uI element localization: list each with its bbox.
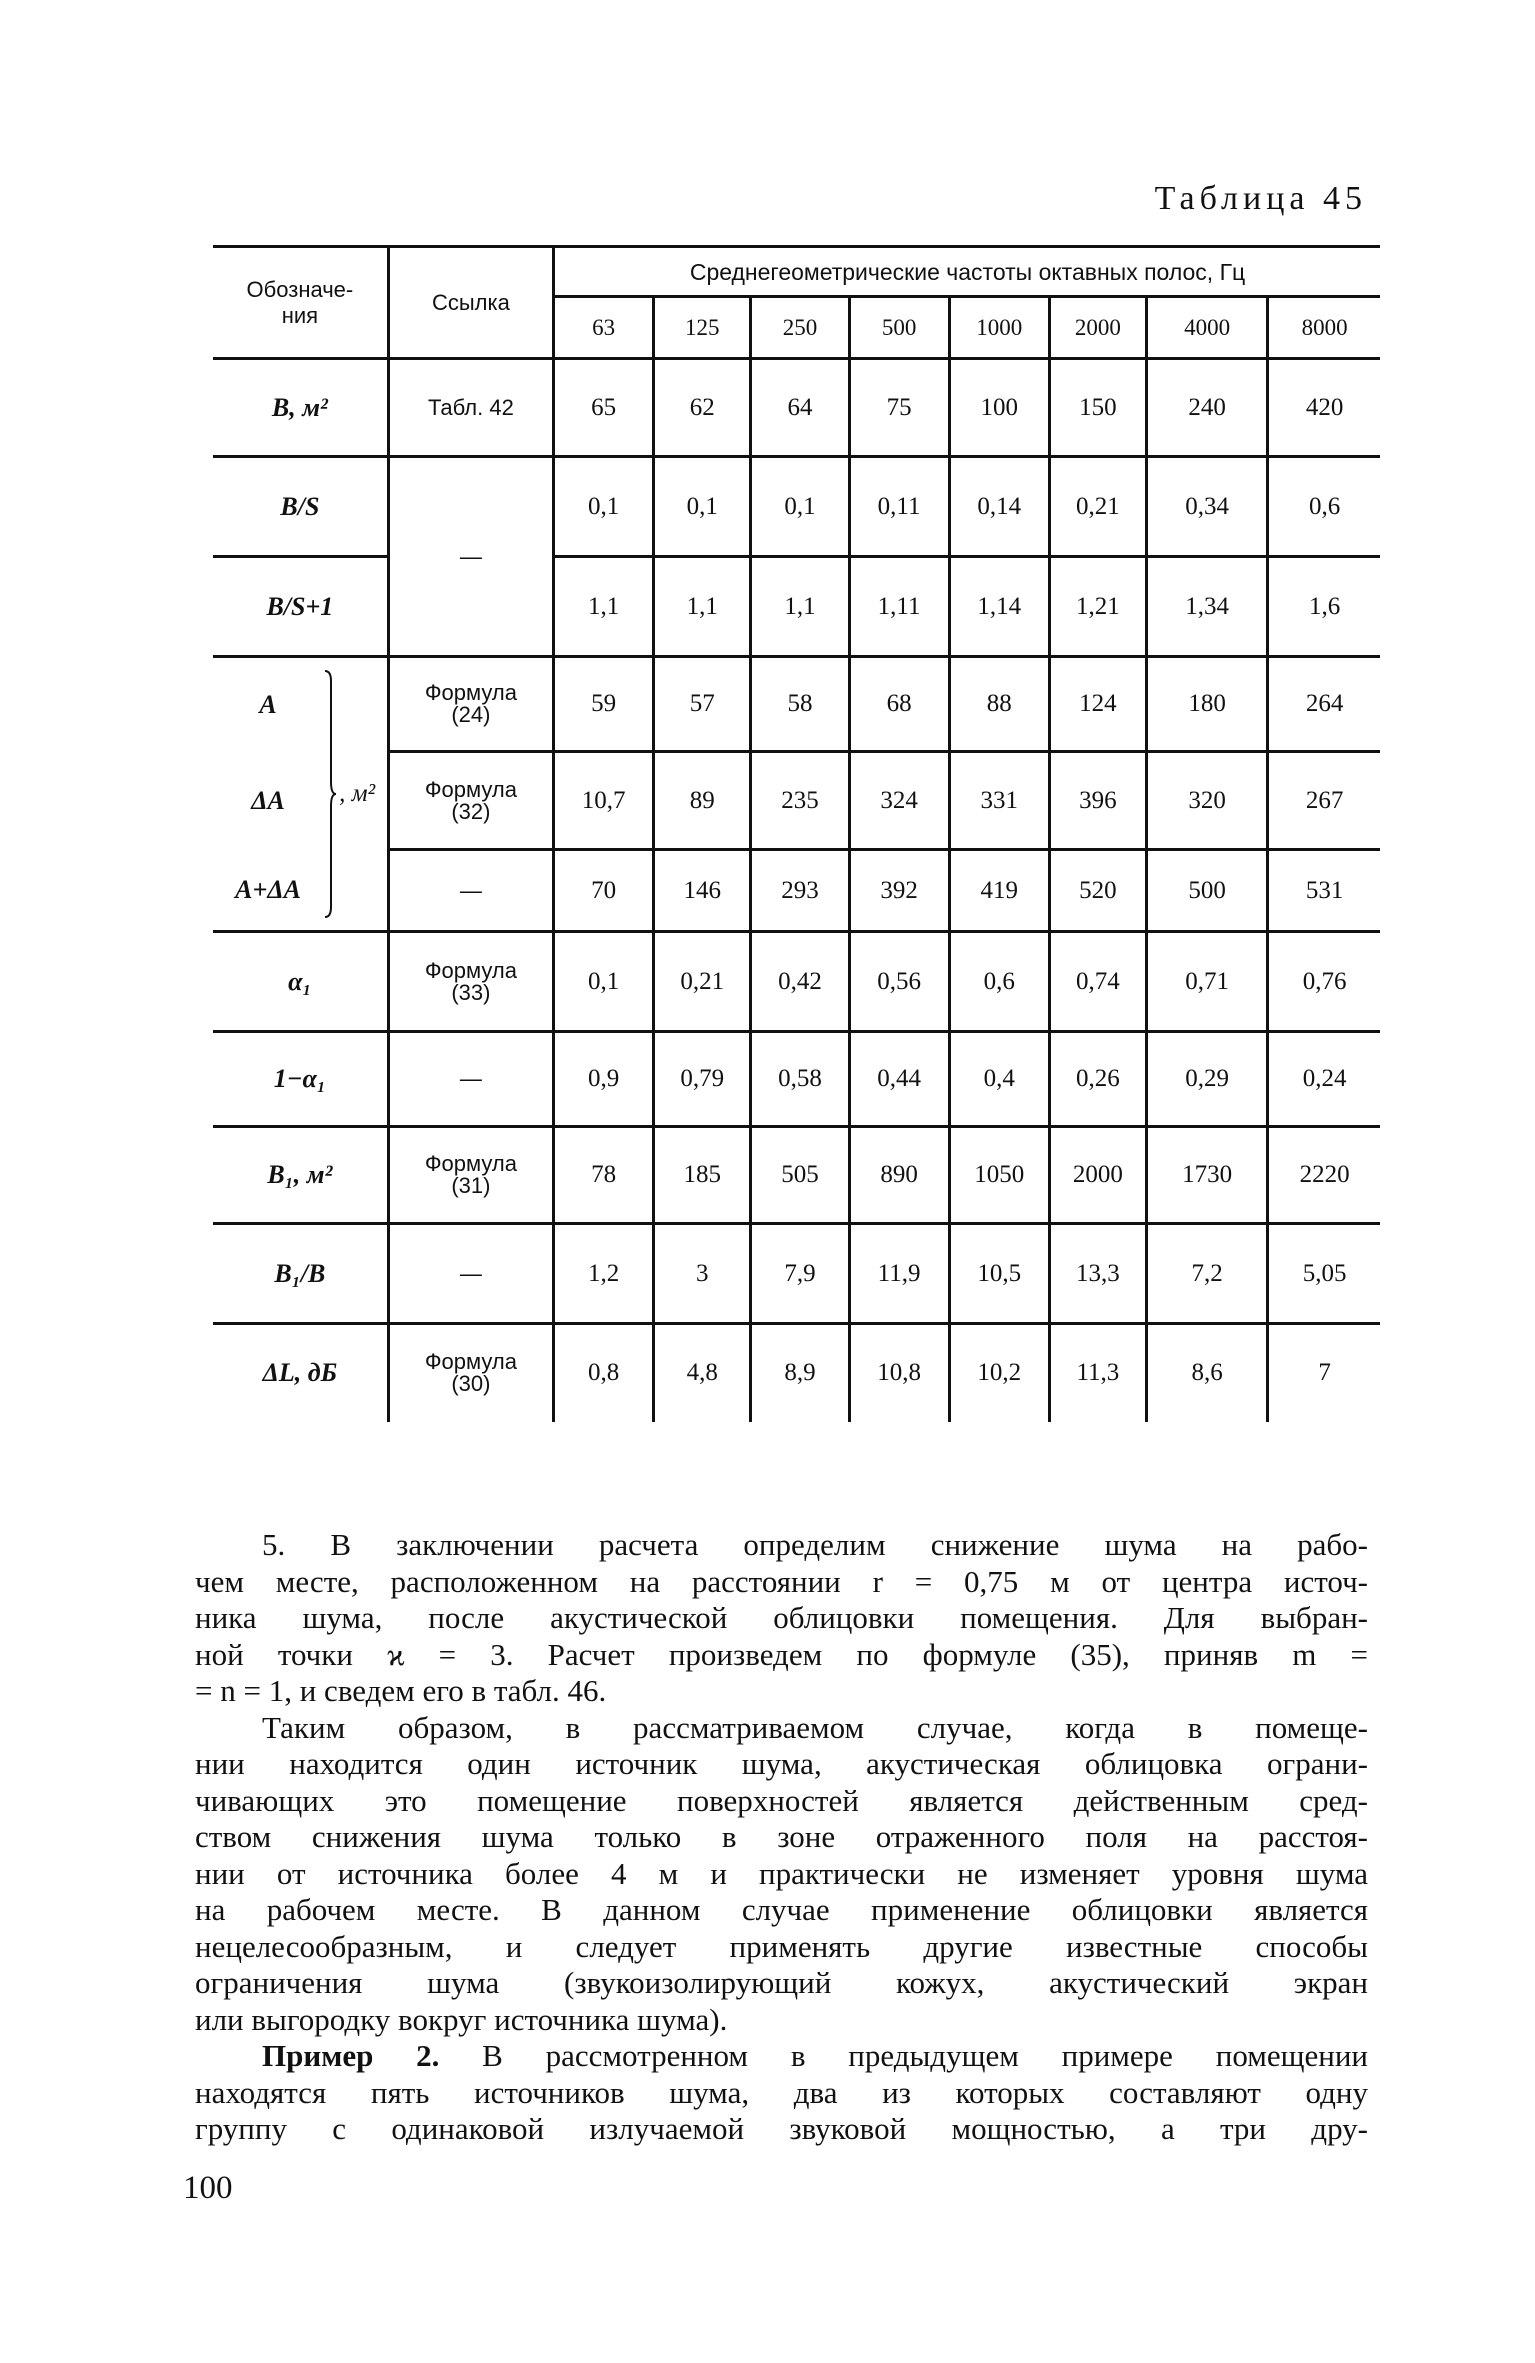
table-row bbox=[213, 850, 1380, 932]
table-cell: 331 bbox=[949, 752, 1049, 850]
header-frequencies-title: Среднегеометрические частоты октавных полос, Гц bbox=[554, 247, 1380, 297]
table-row bbox=[213, 359, 1380, 457]
group-unit bbox=[323, 657, 388, 932]
table-cell: 531 bbox=[1268, 850, 1380, 932]
header-row bbox=[213, 247, 1380, 297]
table-cell: 146 bbox=[654, 850, 751, 932]
table-cell: 264 bbox=[1268, 657, 1380, 752]
table-cell: 100 bbox=[949, 359, 1049, 457]
header-frequency: 8000 bbox=[1268, 297, 1380, 359]
table-cell: 89 bbox=[654, 752, 751, 850]
text-line: или выгородку вокруг источника шума). bbox=[195, 2001, 728, 2037]
table-cell: 0,6 bbox=[949, 932, 1049, 1032]
table-row bbox=[213, 752, 1380, 850]
header-frequency: 250 bbox=[751, 297, 849, 359]
table-row bbox=[213, 557, 1380, 657]
text-line-content: В рассмотренном в предыдущем примере помещении bbox=[439, 2038, 1369, 2073]
table-cell: 3 bbox=[654, 1224, 751, 1324]
text-line: ством снижения шума только в зоне отраженного поля на расстоя- bbox=[195, 1819, 1368, 1854]
text-line: Таким образом, в рассматриваемом случае, когда в помеще- bbox=[262, 1709, 1368, 1745]
table-cell: 88 bbox=[949, 657, 1049, 752]
page-number: 100 bbox=[183, 2170, 233, 2206]
table-cell: 293 bbox=[751, 850, 849, 932]
table-cell: 8,6 bbox=[1146, 1324, 1267, 1422]
row-reference: Формула (32) bbox=[388, 752, 553, 850]
paragraph bbox=[195, 1527, 1368, 1710]
header-frequency: 63 bbox=[554, 297, 654, 359]
table-cell: 0,58 bbox=[751, 1032, 849, 1127]
table-cell: 1,11 bbox=[849, 557, 949, 657]
table-cell: 0,8 bbox=[554, 1324, 654, 1422]
text-line: ника шума, после акустической облицовки помещения. Для выбран- bbox=[195, 1600, 1368, 1635]
table-cell: 0,44 bbox=[849, 1032, 949, 1127]
table-cell: 0,1 bbox=[654, 457, 751, 557]
table-cell: 235 bbox=[751, 752, 849, 850]
table-cell: 0,71 bbox=[1146, 932, 1267, 1032]
row-reference: Формула (33) bbox=[388, 932, 553, 1032]
table-cell: 1,1 bbox=[554, 557, 654, 657]
row-reference: Табл. 42 bbox=[388, 359, 553, 457]
text-line: нии находится один источник шума, акустическая облицовка ограни- bbox=[195, 1746, 1368, 1781]
text-line: на рабочем месте. В данном случае применение облицовки является bbox=[195, 1892, 1368, 1927]
header-frequency: 500 bbox=[849, 297, 949, 359]
table-cell: 1,34 bbox=[1146, 557, 1267, 657]
text-line: = n = 1, и сведем его в табл. 46. bbox=[195, 1673, 607, 1708]
table-cell: 1730 bbox=[1146, 1127, 1267, 1224]
table-cell: 419 bbox=[949, 850, 1049, 932]
table-cell: 890 bbox=[849, 1127, 949, 1224]
table-cell: 65 bbox=[554, 359, 654, 457]
table-cell: 0,9 bbox=[554, 1032, 654, 1127]
table-cell: 62 bbox=[654, 359, 751, 457]
table-cell: 1,21 bbox=[1049, 557, 1146, 657]
table-cell: 64 bbox=[751, 359, 849, 457]
text-line: чивающих это помещение поверхностей является действенным сред- bbox=[195, 1782, 1368, 1818]
table-cell: 150 bbox=[1049, 359, 1146, 457]
table-cell: 1050 bbox=[949, 1127, 1049, 1224]
row-symbol: ΔL, дБ bbox=[213, 1324, 388, 1422]
text-line: нецелесообразным, и следует применять другие известные способы bbox=[195, 1928, 1368, 1964]
table-cell: 1,1 bbox=[654, 557, 751, 657]
row-symbol: B₁, м² bbox=[213, 1127, 388, 1224]
table-cell: 68 bbox=[849, 657, 949, 752]
row-symbol: B, м² bbox=[213, 359, 388, 457]
text-line: группу с одинаковой излучаемой звуковой мощностью, а три дру- bbox=[195, 2111, 1368, 2146]
table-cell: 57 bbox=[654, 657, 751, 752]
table-cell: 4,8 bbox=[654, 1324, 751, 1422]
table-caption: Таблица 45 bbox=[1154, 180, 1367, 217]
table-cell: 505 bbox=[751, 1127, 849, 1224]
table-cell: 8,9 bbox=[751, 1324, 849, 1422]
table-cell: 0,6 bbox=[1268, 457, 1380, 557]
table-row bbox=[213, 457, 1380, 557]
row-symbol: B₁/B bbox=[213, 1224, 388, 1324]
row-symbol: A bbox=[213, 657, 323, 752]
row-reference: Формула (24) bbox=[388, 657, 553, 752]
table-cell: 10,2 bbox=[949, 1324, 1049, 1422]
text-line bbox=[195, 2038, 1368, 2075]
table-cell: 0,24 bbox=[1268, 1032, 1380, 1127]
table-cell: 59 bbox=[554, 657, 654, 752]
table-cell: 7,2 bbox=[1146, 1224, 1267, 1324]
row-symbol: α₁ bbox=[213, 932, 388, 1032]
row-symbol: A+ΔA bbox=[235, 874, 301, 904]
table-cell: 0,1 bbox=[554, 932, 654, 1032]
table-row bbox=[213, 1127, 1380, 1224]
header-frequency: 125 bbox=[654, 297, 751, 359]
table-cell: 0,21 bbox=[654, 932, 751, 1032]
table-cell: 392 bbox=[849, 850, 949, 932]
example-heading: Пример 2. bbox=[262, 2038, 440, 2073]
header-designation: Обозначе- ния bbox=[246, 276, 354, 328]
row-reference: Формула (30) bbox=[388, 1324, 553, 1422]
table-cell: 10,8 bbox=[849, 1324, 949, 1422]
table-cell: 78 bbox=[554, 1127, 654, 1224]
paragraph bbox=[195, 2038, 1368, 2148]
table-cell: 58 bbox=[751, 657, 849, 752]
table-row bbox=[213, 932, 1380, 1032]
text-line: 5. В заключении расчета определим снижение шума на рабо- bbox=[262, 1527, 1368, 1562]
table-row bbox=[213, 1224, 1380, 1324]
table-cell: 520 bbox=[1049, 850, 1146, 932]
table-cell: 2000 bbox=[1049, 1127, 1146, 1224]
text-line: чем месте, расположенном на расстоянии r = 0,75 м от центра источ- bbox=[195, 1563, 1368, 1599]
table-cell: 0,4 bbox=[949, 1032, 1049, 1127]
table-cell: 0,76 bbox=[1268, 932, 1380, 1032]
table-cell: 0,42 bbox=[751, 932, 849, 1032]
table-cell: 1,2 bbox=[554, 1224, 654, 1324]
table-cell: 75 bbox=[849, 359, 949, 457]
table-cell: 500 bbox=[1146, 850, 1267, 932]
table-cell: 70 bbox=[554, 850, 654, 932]
row-reference: — bbox=[388, 457, 553, 657]
table-cell: 7 bbox=[1268, 1324, 1380, 1422]
row-reference: — bbox=[388, 850, 553, 932]
table-cell: 0,74 bbox=[1049, 932, 1146, 1032]
row-reference: — bbox=[388, 1032, 553, 1127]
row-symbol: B/S+1 bbox=[213, 557, 388, 657]
text-line: ной точки ϰ = 3. Расчет произведем по формуле (35), приняв m = bbox=[195, 1636, 1368, 1672]
table-cell: 124 bbox=[1049, 657, 1146, 752]
table-cell: 0,14 bbox=[949, 457, 1049, 557]
table-cell: 0,56 bbox=[849, 932, 949, 1032]
row-reference: Формула (31) bbox=[388, 1127, 553, 1224]
table-cell: 7,9 bbox=[751, 1224, 849, 1324]
brace-icon bbox=[323, 669, 337, 919]
table-cell: 0,26 bbox=[1049, 1032, 1146, 1127]
table-cell: 0,11 bbox=[849, 457, 949, 557]
table-cell: 240 bbox=[1146, 359, 1267, 457]
table-cell: 320 bbox=[1146, 752, 1267, 850]
paragraph bbox=[195, 1710, 1368, 2039]
table-cell: 1,1 bbox=[751, 557, 849, 657]
group-unit-wrap bbox=[323, 669, 387, 919]
data-table bbox=[213, 245, 1380, 1422]
group-unit-label: , м² bbox=[339, 780, 376, 807]
table-row bbox=[213, 657, 1380, 752]
header-frequency: 4000 bbox=[1146, 297, 1267, 359]
text-line: находятся пять источников шума, два из которых составляют одну bbox=[195, 2074, 1368, 2110]
table-cell: 267 bbox=[1268, 752, 1380, 850]
table-cell: 396 bbox=[1049, 752, 1146, 850]
row-reference: — bbox=[388, 1224, 553, 1324]
table-cell: 0,21 bbox=[1049, 457, 1146, 557]
text-line: нии от источника более 4 м и практически не изменяет уровня шума bbox=[195, 1855, 1368, 1891]
body-text bbox=[195, 1527, 1368, 2148]
row-symbol: ΔA bbox=[251, 785, 285, 815]
table-cell: 0,1 bbox=[554, 457, 654, 557]
table-cell: 10,7 bbox=[554, 752, 654, 850]
table-cell: 13,3 bbox=[1049, 1224, 1146, 1324]
table-cell: 180 bbox=[1146, 657, 1267, 752]
row-symbol: B/S bbox=[213, 457, 388, 557]
table-cell: 5,05 bbox=[1268, 1224, 1380, 1324]
table-cell: 11,9 bbox=[849, 1224, 949, 1324]
table-cell: 185 bbox=[654, 1127, 751, 1224]
table-cell: 1,6 bbox=[1268, 557, 1380, 657]
table-cell: 11,3 bbox=[1049, 1324, 1146, 1422]
table-cell: 324 bbox=[849, 752, 949, 850]
header-frequency: 1000 bbox=[949, 297, 1049, 359]
text-line: ограничения шума (звукоизолирующий кожух, акустический экран bbox=[195, 1965, 1368, 2000]
header-frequency: 2000 bbox=[1049, 297, 1146, 359]
table-row bbox=[213, 1032, 1380, 1127]
table-cell: 0,1 bbox=[751, 457, 849, 557]
table-cell: 0,29 bbox=[1146, 1032, 1267, 1127]
table-cell: 2220 bbox=[1268, 1127, 1380, 1224]
header-reference: Ссылка bbox=[388, 247, 553, 359]
table-cell: 10,5 bbox=[949, 1224, 1049, 1324]
table-row bbox=[213, 1324, 1380, 1422]
table-cell: 0,79 bbox=[654, 1032, 751, 1127]
table-cell: 0,34 bbox=[1146, 457, 1267, 557]
table-cell: 1,14 bbox=[949, 557, 1049, 657]
row-symbol: 1−α₁ bbox=[213, 1032, 388, 1127]
table-cell: 420 bbox=[1268, 359, 1380, 457]
